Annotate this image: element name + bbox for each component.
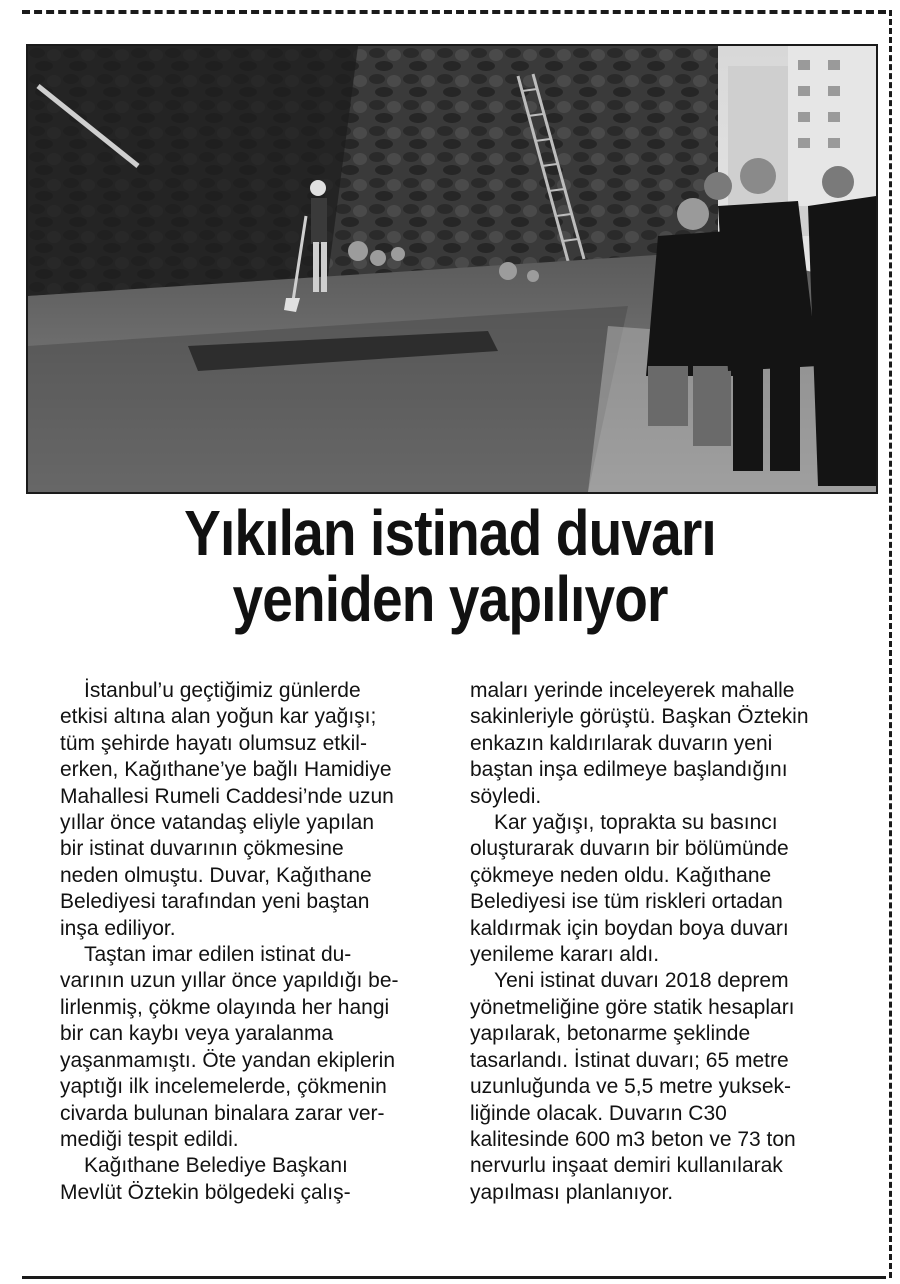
article-line: yaptığı ilk incelemelerde, çökmenin (60, 1075, 387, 1099)
article-line: Yeni istinat duvarı 2018 deprem (494, 969, 789, 993)
article-line: mediği tespit edildi. (60, 1127, 239, 1151)
article-line: etkisi altına alan yoğun kar yağışı; (60, 705, 377, 729)
article-line: söyledi. (470, 784, 542, 808)
article-line: tüm şehirde hayatı olumsuz etkil- (60, 731, 367, 755)
top-dashed-rule (22, 10, 886, 14)
article-line: enkazın kaldırılarak duvarın yeni (470, 731, 773, 755)
article-line: yapılması planlanıyor. (470, 1180, 674, 1204)
article-line: sakinleriyle görüştü. Başkan Öztekin (470, 705, 809, 729)
article-line: Taştan imar edilen istinat du- (84, 943, 352, 967)
headline (0, 497, 900, 635)
article-line: liğinde olacak. Duvarın C30 (470, 1101, 727, 1125)
article-line: yaşanmamıştı. Öte yandan ekiplerin (60, 1048, 395, 1072)
article-line: yönetmeliğine göre statik hesapları (470, 995, 795, 1019)
article-line: erken, Kağıthane’ye bağlı Hamidiye (60, 758, 392, 782)
article-left-column (60, 678, 440, 1206)
article-line: lirlenmiş, çökme olayında her hangi (60, 995, 390, 1019)
article-line: yapılarak, betonarme şeklinde (470, 1022, 751, 1046)
article-line: yenileme kararı aldı. (470, 943, 660, 967)
article-line: bir can kaybı veya yaralanma (60, 1022, 334, 1046)
article-line: maları yerinde inceleyerek mahalle (470, 679, 795, 702)
article-line: kalitesinde 600 m3 beton ve 73 ton (470, 1127, 796, 1151)
article-line: nervurlu inşaat demiri kullanılarak (470, 1154, 783, 1178)
article-line: Mevlüt Öztekin bölgedeki çalış- (60, 1180, 351, 1204)
right-dashed-rule (889, 10, 892, 1278)
article-line: yıllar önce vatandaş eliyle yapılan (60, 811, 375, 835)
article-line: Belediyesi ise tüm riskleri ortadan (470, 890, 783, 914)
headline-line-2: yeniden yapılıyor (232, 563, 668, 635)
article-line: oluşturarak duvarın bir bölümünde (470, 837, 789, 861)
article-line: Mahallesi Rumeli Caddesi’nde uzun (60, 784, 394, 808)
article-right-column (470, 678, 880, 1206)
news-photo (26, 44, 878, 494)
article-line: inşa ediliyor. (60, 916, 176, 940)
article-line: varının uzun yıllar önce yapıldığı be- (60, 969, 399, 993)
article-line: Kağıthane Belediye Başkanı (84, 1154, 348, 1178)
article-line: neden olmuştu. Duvar, Kağıthane (60, 863, 372, 887)
article-line: kaldırmak için boydan boya duvarı (470, 916, 789, 940)
bottom-rule (22, 1276, 886, 1279)
article-line: çökmeye neden oldu. Kağıthane (470, 863, 772, 887)
article-line: Kar yağışı, toprakta su basıncı (494, 811, 778, 835)
article-line: uzunluğunda ve 5,5 metre yuksek- (470, 1075, 792, 1099)
article-line: civarda bulunan binalara zarar ver- (60, 1101, 385, 1125)
article-line: Belediyesi tarafından yeni baştan (60, 890, 370, 914)
article-line: tasarlandı. İstinat duvarı; 65 metre (470, 1048, 789, 1072)
construction-site-photo-icon (28, 46, 876, 492)
article-line: bir istinat duvarının çökmesine (60, 837, 344, 861)
headline-line-1: Yıkılan istinad duvarı (184, 497, 716, 569)
article-line: baştan inşa edilmeye başlandığını (470, 758, 788, 782)
article-line: İstanbul’u geçtiğimiz günlerde (84, 679, 361, 702)
